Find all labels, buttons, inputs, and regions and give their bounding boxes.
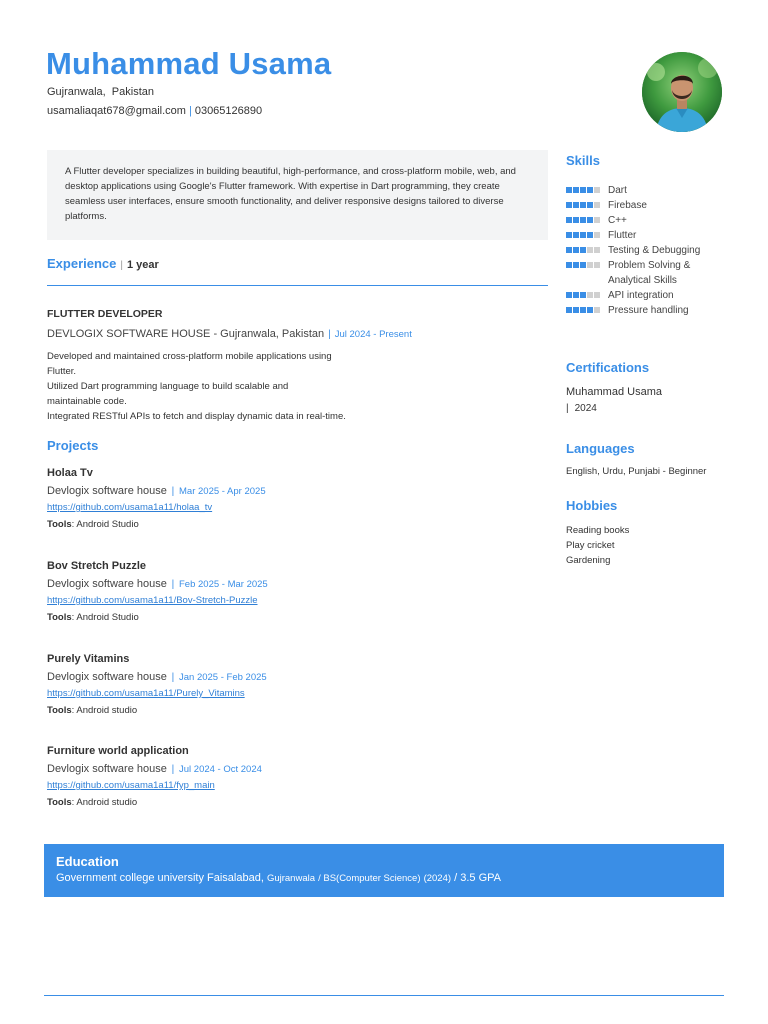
job-desc-line: Integrated RESTful APIs to fetch and display dynamic data in real-time.	[47, 411, 346, 422]
tools-label: Tools	[47, 519, 72, 530]
hobby-item: Play cricket	[566, 540, 615, 551]
experience-heading	[47, 256, 159, 271]
certification-year-line	[566, 403, 597, 414]
skill-level-bar	[587, 187, 593, 193]
profile-summary: A Flutter developer specializes in building beautiful, high-performance, and cross-platform mobile, web, and desktop applications using Google's Flutter framework. With expertise in Dart programming, they create seamless user interfaces, ensure smooth functionality, and deliver responsive designs tailored to diverse platforms.	[47, 150, 548, 240]
skill-level-bar	[573, 202, 579, 208]
project-tools: Tools: Android Studio	[47, 612, 139, 623]
separator: |	[120, 260, 123, 271]
project-link[interactable]: https://github.com/usama1a11/Bov-Stretch-Puzzle	[47, 595, 258, 606]
skill-level-meter	[566, 307, 600, 313]
skill-level-bar	[587, 307, 593, 313]
languages-heading: Languages	[566, 441, 635, 456]
skill-level-bar	[594, 262, 600, 268]
languages-list: English, Urdu, Punjabi - Beginner	[566, 466, 707, 477]
skill-item	[566, 243, 736, 258]
project-dates: Jan 2025 - Feb 2025	[179, 672, 267, 683]
skill-item	[566, 303, 736, 318]
location: Gujranwala, Pakistan	[47, 86, 154, 98]
project-company: Devlogix software house	[47, 578, 167, 590]
separator: |	[566, 403, 569, 414]
profile-photo	[642, 52, 722, 132]
job-dates: Jul 2024 - Present	[334, 329, 412, 340]
skill-level-bar	[573, 217, 579, 223]
project-item	[47, 653, 527, 716]
separator: |	[168, 486, 177, 497]
candidate-name: Muhammad Usama	[46, 46, 332, 81]
hobbies-list	[566, 523, 629, 568]
project-link[interactable]: https://github.com/usama1a11/fyp_main	[47, 780, 215, 791]
skill-level-bar	[594, 307, 600, 313]
skill-level-bar	[587, 202, 593, 208]
skill-level-meter	[566, 217, 600, 223]
skill-level-bar	[573, 247, 579, 253]
job-company-line	[47, 328, 412, 340]
certification-year: 2024	[574, 403, 597, 414]
project-dates: Mar 2025 - Apr 2025	[179, 486, 266, 497]
section-divider	[47, 285, 548, 286]
project-company: Devlogix software house	[47, 763, 167, 775]
project-company-line	[47, 763, 527, 775]
separator: |	[328, 329, 331, 340]
skill-level-bar	[587, 262, 593, 268]
skill-level-bar	[566, 292, 572, 298]
skill-label: Firebase	[608, 200, 647, 211]
separator: /	[318, 873, 324, 884]
skill-item	[566, 258, 736, 288]
skill-level-bar	[566, 187, 572, 193]
skill-level-meter	[566, 232, 600, 238]
project-link[interactable]: https://github.com/usama1a11/Purely_Vitamins	[47, 688, 245, 699]
skill-level-bar	[580, 232, 586, 238]
project-item	[47, 560, 527, 623]
skill-level-meter	[566, 187, 600, 193]
job-role: FLUTTER DEVELOPER	[47, 308, 163, 320]
skill-level-meter	[566, 247, 600, 253]
skill-level-bar	[566, 217, 572, 223]
project-link[interactable]: https://github.com/usama1a11/holaa_tv	[47, 502, 213, 513]
skill-item	[566, 183, 736, 198]
skill-level-meter	[566, 202, 600, 208]
education-year: (2024)	[423, 873, 452, 884]
tools-label: Tools	[47, 797, 72, 808]
project-name: Holaa Tv	[47, 467, 93, 479]
tools-value: Android studio	[76, 705, 138, 716]
hobbies-heading: Hobbies	[566, 498, 618, 513]
separator: /	[454, 872, 461, 884]
skill-level-bar	[573, 292, 579, 298]
project-company-line	[47, 578, 527, 590]
avatar	[642, 52, 722, 132]
job-desc-line: maintainable code.	[47, 396, 127, 407]
skill-level-bar	[580, 247, 586, 253]
project-company: Devlogix software house	[47, 671, 167, 683]
separator: |	[168, 672, 177, 683]
skills-heading: Skills	[566, 153, 600, 168]
skill-level-bar	[594, 202, 600, 208]
skill-label: Pressure handling	[608, 305, 689, 316]
tools-label: Tools	[47, 612, 72, 623]
experience-title: Experience	[47, 256, 117, 271]
separator: |	[168, 764, 177, 775]
hobby-item: Reading books	[566, 525, 630, 536]
job-company: DEVLOGIX SOFTWARE HOUSE - Gujranwala, Pakistan	[47, 328, 325, 340]
skill-level-bar	[594, 292, 600, 298]
skill-level-bar	[587, 232, 593, 238]
skill-level-meter	[566, 262, 600, 268]
skill-label: API integration	[608, 290, 674, 301]
skill-level-bar	[566, 232, 572, 238]
job-desc-line: Flutter.	[47, 366, 77, 377]
skill-level-bar	[566, 202, 572, 208]
project-company-line	[47, 671, 527, 683]
skill-label: C++	[608, 215, 627, 226]
project-company: Devlogix software house	[47, 485, 167, 497]
footer-divider	[44, 995, 724, 996]
certifications-heading: Certifications	[566, 360, 650, 375]
skill-item	[566, 213, 736, 228]
skill-level-bar	[594, 187, 600, 193]
project-item	[47, 745, 527, 808]
skill-level-bar	[594, 232, 600, 238]
projects-heading: Projects	[47, 438, 99, 453]
skill-level-bar	[580, 217, 586, 223]
project-tools: Tools: Android Studio	[47, 519, 139, 530]
skill-level-bar	[580, 262, 586, 268]
education-degree: BS(Computer Science)	[323, 873, 421, 884]
education-line	[56, 872, 712, 884]
skill-label: Dart	[608, 185, 627, 196]
project-item	[47, 467, 527, 530]
job-desc-line: Developed and maintained cross-platform mobile applications using	[47, 351, 332, 362]
project-dates: Jul 2024 - Oct 2024	[179, 764, 262, 775]
skill-level-bar	[594, 217, 600, 223]
education-city: Gujranwala	[266, 873, 316, 884]
skill-level-bar	[580, 187, 586, 193]
skill-item	[566, 198, 736, 213]
email-link[interactable]: usamaliaqat678@gmail.com	[47, 105, 186, 117]
certification-name: Muhammad Usama	[566, 386, 662, 398]
skill-level-bar	[580, 202, 586, 208]
education-heading: Education	[56, 854, 119, 869]
hobby-item: Gardening	[566, 555, 611, 566]
tools-value: Android studio	[76, 797, 138, 808]
skill-level-bar	[594, 247, 600, 253]
education-section	[44, 844, 724, 897]
skill-level-meter	[566, 292, 600, 298]
tools-value: Android Studio	[76, 612, 139, 623]
skill-label: Flutter	[608, 230, 637, 241]
separator: |	[188, 105, 192, 117]
project-name: Purely Vitamins	[47, 653, 130, 665]
experience-duration: 1 year	[126, 259, 159, 271]
project-tools: Tools: Android studio	[47, 797, 138, 808]
skill-level-bar	[573, 187, 579, 193]
tools-label: Tools	[47, 705, 72, 716]
skill-label: Testing & Debugging	[608, 245, 701, 256]
skill-level-bar	[587, 217, 593, 223]
skill-level-bar	[573, 232, 579, 238]
project-company-line	[47, 485, 527, 497]
tools-value: Android Studio	[76, 519, 139, 530]
project-name: Furniture world application	[47, 745, 189, 757]
separator: |	[168, 579, 177, 590]
skill-level-bar	[573, 262, 579, 268]
job-desc-line: Utilized Dart programming language to build scalable and	[47, 381, 289, 392]
skill-level-bar	[587, 247, 593, 253]
skill-list	[566, 183, 736, 318]
skill-level-bar	[566, 247, 572, 253]
skill-item	[566, 288, 736, 303]
phone-number: 03065126890	[194, 105, 263, 117]
skill-level-bar	[580, 292, 586, 298]
skill-level-bar	[566, 307, 572, 313]
education-school: Government college university Faisalabad,	[56, 872, 264, 884]
skill-level-bar	[566, 262, 572, 268]
project-tools: Tools: Android studio	[47, 705, 138, 716]
skill-level-bar	[573, 307, 579, 313]
skill-label: Problem Solving & Analytical Skills	[608, 260, 691, 286]
skill-level-bar	[587, 292, 593, 298]
contact-line	[47, 105, 262, 117]
education-gpa: 3.5 GPA	[460, 872, 501, 884]
skill-level-bar	[580, 307, 586, 313]
skill-item	[566, 228, 736, 243]
job-description	[47, 349, 387, 424]
project-name: Bov Stretch Puzzle	[47, 560, 147, 572]
project-dates: Feb 2025 - Mar 2025	[179, 579, 268, 590]
